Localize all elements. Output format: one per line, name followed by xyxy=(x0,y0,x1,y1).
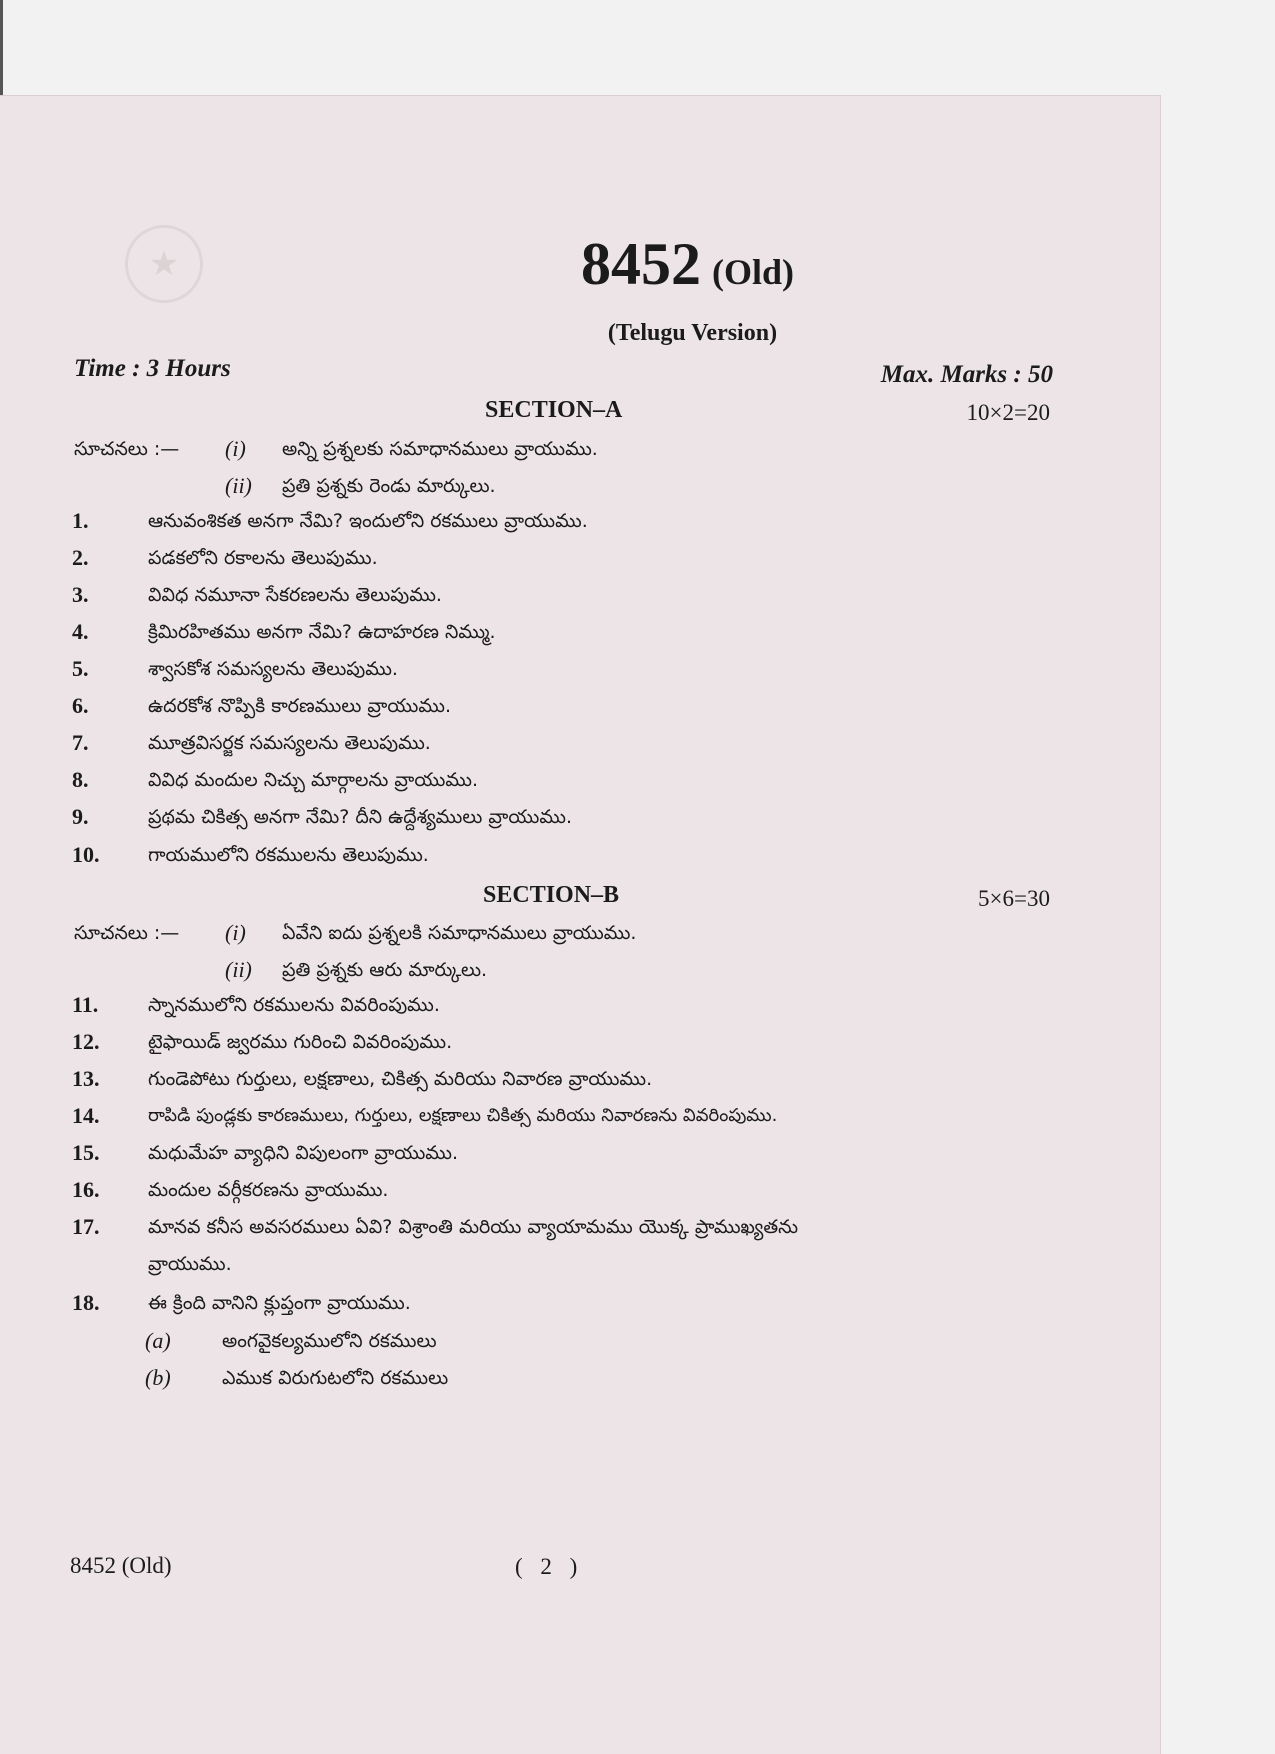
question-text: ఆనువంశికత అనగా నేమి? ఇందులోని రకములు వ్రాయుము. xyxy=(148,510,588,532)
question-text: గాయములోని రకములను తెలుపుము. xyxy=(148,844,429,866)
section-b-instruction-num: (i) xyxy=(225,920,246,945)
section-a-instruction-text: ప్రతి ప్రశ్నకు రెండు మార్కులు. xyxy=(282,475,496,497)
sub-part-text: ఎముక విరుగుటలోని రకములు xyxy=(222,1367,449,1389)
question-text: పడకలోని రకాలను తెలుపుము. xyxy=(148,547,378,569)
question-number: 17. xyxy=(72,1214,100,1239)
sub-part-label: (b) xyxy=(145,1365,171,1390)
question-text: శ్వాసకోశ సమస్యలను తెలుపుము. xyxy=(148,658,398,680)
question-number: 6. xyxy=(72,693,89,718)
section-b-instruction-num: (ii) xyxy=(225,957,252,982)
question-number: 1. xyxy=(72,508,89,533)
question-text: ప్రథమ చికిత్స అనగా నేమి? దీని ఉద్దేశ్యములు వ్రాయుము. xyxy=(148,806,573,828)
question-number: 12. xyxy=(72,1029,100,1054)
section-b-instruction-text: ప్రతి ప్రశ్నకు ఆరు మార్కులు. xyxy=(282,959,488,981)
page-number: ( 2 ) xyxy=(515,1554,584,1579)
question-number: 3. xyxy=(72,582,89,607)
question-text: గుండెపోటు గుర్తులు, లక్షణాలు, చికిత్స మరియు నివారణ వ్రాయుము. xyxy=(148,1068,653,1090)
question-text: మూత్రవిసర్జక సమస్యలను తెలుపుము. xyxy=(148,732,431,754)
section-b-instruction-label: సూచనలు :— xyxy=(74,922,180,944)
question-text: క్రిమిరహితము అనగా నేమి? ఉదాహరణ నిమ్ము. xyxy=(148,621,496,643)
version-label: (Telugu Version) xyxy=(607,320,778,346)
section-b-marks: 5×6=30 xyxy=(978,886,1050,911)
sub-part-label: (a) xyxy=(145,1328,171,1353)
question-number: 13. xyxy=(72,1066,100,1091)
question-text: ఉదరకోశ నొప్పికి కారణములు వ్రాయుము. xyxy=(148,695,452,717)
question-number: 5. xyxy=(72,656,89,681)
section-b-heading: SECTION–B xyxy=(483,882,620,908)
question-text: రాపిడి పుండ్లకు కారణములు, గుర్తులు, లక్షణాలు చికిత్స మరియు నివారణను వివరింపుము. xyxy=(148,1105,778,1126)
section-a-heading: SECTION–A xyxy=(485,397,623,423)
question-number: 7. xyxy=(72,730,89,755)
question-text: వివిధ మందుల నిచ్చు మార్గాలను వ్రాయుము. xyxy=(148,769,479,791)
question-number: 11. xyxy=(72,992,99,1017)
question-text: మానవ కనీస అవసరములు ఏవి? విశ్రాంతి మరియు వ్యాయామము యొక్క ప్రాముఖ్యతను xyxy=(148,1216,799,1238)
scan-edge xyxy=(0,0,3,100)
section-b-instruction-text: ఏవేని ఐదు ప్రశ్నలకి సమాధానములు వ్రాయుము. xyxy=(282,922,637,944)
question-number: 16. xyxy=(72,1177,100,1202)
sub-part-text: అంగవైకల్యములోని రకములు xyxy=(222,1330,437,1352)
question-number: 8. xyxy=(72,767,89,792)
section-a-instruction-label: సూచనలు :— xyxy=(74,438,180,460)
question-text: స్నానములోని రకములను వివరింపుము. xyxy=(148,994,440,1016)
faded-seal-logo: ★ xyxy=(125,225,203,303)
question-text: మధుమేహ వ్యాధిని విపులంగా వ్రాయుము. xyxy=(148,1142,459,1164)
question-number: 14. xyxy=(72,1103,100,1128)
question-number: 9. xyxy=(72,804,89,829)
question-text: వివిధ నమూనా సేకరణలను తెలుపుము. xyxy=(148,584,442,606)
paper-suffix: (Old) xyxy=(712,252,795,292)
paper-code: 8452 xyxy=(580,231,701,297)
question-number: 2. xyxy=(72,545,89,570)
question-text: ఈ క్రింది వానిని క్లుప్తంగా వ్రాయుము. xyxy=(148,1292,411,1314)
section-a-instruction-num: (ii) xyxy=(225,473,252,498)
question-number: 4. xyxy=(72,619,89,644)
footer-paper-code: 8452 (Old) xyxy=(70,1553,172,1578)
section-a-marks: 10×2=20 xyxy=(966,400,1050,425)
question-text-continued: వ్రాయుము. xyxy=(148,1253,232,1275)
question-number: 10. xyxy=(72,842,100,867)
max-marks-label: Max. Marks : 50 xyxy=(880,361,1053,388)
question-number: 15. xyxy=(72,1140,100,1165)
paper-title xyxy=(0,230,1275,299)
question-text: మందుల వర్గీకరణను వ్రాయుము. xyxy=(148,1179,389,1201)
section-a-instruction-num: (i) xyxy=(225,436,246,461)
question-text: టైఫాయిడ్ జ్వరము గురించి వివరింపుము. xyxy=(148,1031,453,1053)
time-label: Time : 3 Hours xyxy=(74,355,231,382)
section-a-instruction-text: అన్ని ప్రశ్నలకు సమాధానములు వ్రాయుము. xyxy=(282,438,598,460)
question-number: 18. xyxy=(72,1290,100,1315)
